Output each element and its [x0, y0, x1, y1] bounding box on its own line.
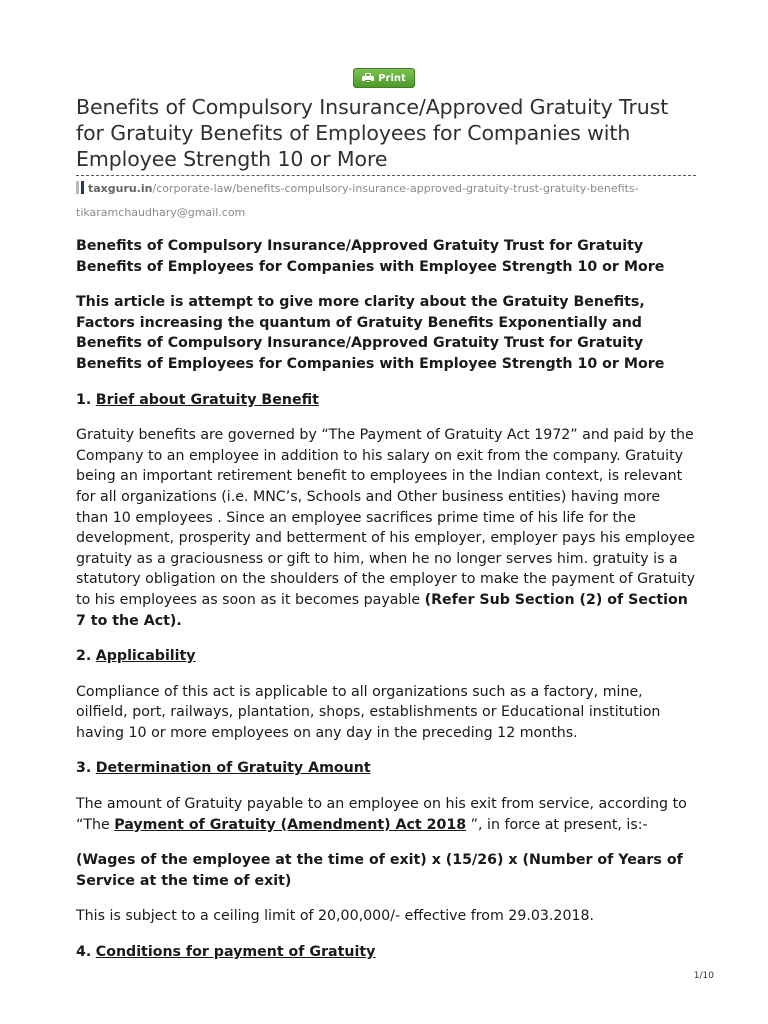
- gratuity-act-link[interactable]: Payment of Gratuity (Amendment) Act 2018: [114, 816, 467, 833]
- ceiling-note: This is subject to a ceiling limit of 20,00,000/- effective from 29.03.2018.: [76, 908, 595, 925]
- source-domain: taxguru.in: [88, 182, 153, 195]
- section-1-body: Gratuity benefits are governed by “The Payment of Gratuity Act 1972” and paid by the Company to an employee in addition to his salary on exit from the company. Gratuity being an important retirement benefit to employees in the Indian context, is relevant for all organizations (i.e. MNC’s, Schools and Other business entities) having more than 10 employees . Since an employee sacrifices prime time of his life for the development, prosperity and betterment of his employer, employer pays his employee gratuity as a graciousness or gift to him, when he no longer serves him. gratuity is a statutory obligation on the shoulders of the employer to make the payment of Gratuity to his employees as soon as it becomes payable: [76, 427, 696, 608]
- article-heading: Benefits of Compulsory Insurance/Approved Gratuity Trust for Gratuity Benefits of Employees for Companies with Employee Strength 10 or More: [76, 238, 665, 275]
- section-heading-3: [76, 758, 696, 779]
- page-number: 1/10: [693, 971, 714, 981]
- gratuity-formula: (Wages of the employee at the time of exit) x (15/26) x (Number of Years of Service at the time of exit): [76, 852, 683, 889]
- section-number: 4.: [76, 944, 92, 961]
- section-title-link[interactable]: Brief about Gratuity Benefit: [95, 391, 319, 408]
- article-intro: This article is attempt to give more clarity about the Gratuity Benefits, Factors increasing the quantum of Gratuity Benefits Exponentially and Benefits of Compulsory Insurance/Approved Gratuity Trust for Gratuity Benefits of Employees for Companies with Employee Strength 10 or More: [76, 294, 665, 372]
- source-path: /corporate-law/benefits-compulsory-insurance-approved-gratuity-trust-gratuity-benefits-: [152, 182, 639, 195]
- section-3-paragraph: [76, 794, 696, 835]
- section-number: 2.: [76, 648, 92, 665]
- title-divider: [76, 175, 696, 176]
- section-title-link[interactable]: Conditions for payment of Gratuity: [95, 944, 376, 961]
- section-1-reference: (Refer Sub Section (2) of Section 7 to the Act).: [76, 591, 688, 629]
- source-url[interactable]: [76, 181, 716, 197]
- section-2-body: Compliance of this act is applicable to all organizations such as a factory, mine, oilfield, port, railways, plantation, shops, establishments or Educational institution having 10 or more employees on any day in the preceding 12 months.: [76, 683, 661, 741]
- section-title-link[interactable]: Applicability: [95, 648, 196, 665]
- section-heading-4: [76, 942, 696, 963]
- section-heading-2: [76, 646, 696, 667]
- section-1-paragraph: [76, 425, 696, 631]
- section-number: 1.: [76, 391, 92, 408]
- source-url-continued: tikaramchaudhary@gmail.com: [76, 206, 246, 219]
- section-3-body-a: The amount of Gratuity payable to an employee on his exit from service, according to “The: [76, 796, 687, 833]
- source-accent-icon: [81, 181, 84, 194]
- section-number: 3.: [76, 760, 92, 777]
- print-button-label: Print: [378, 72, 406, 84]
- section-heading-1: [76, 390, 696, 411]
- article-body: [76, 236, 696, 978]
- source-bar-icon: [76, 181, 79, 194]
- print-button[interactable]: [353, 68, 415, 88]
- printer-icon: [362, 73, 374, 83]
- section-title-link[interactable]: Determination of Gratuity Amount: [95, 760, 371, 777]
- section-3-body-b: ”, in force at present, is:-: [470, 816, 648, 833]
- page-title: Benefits of Compulsory Insurance/Approved Gratuity Trust for Gratuity Benefits of Employees for Companies with Employee Strength 10 or More: [76, 95, 669, 171]
